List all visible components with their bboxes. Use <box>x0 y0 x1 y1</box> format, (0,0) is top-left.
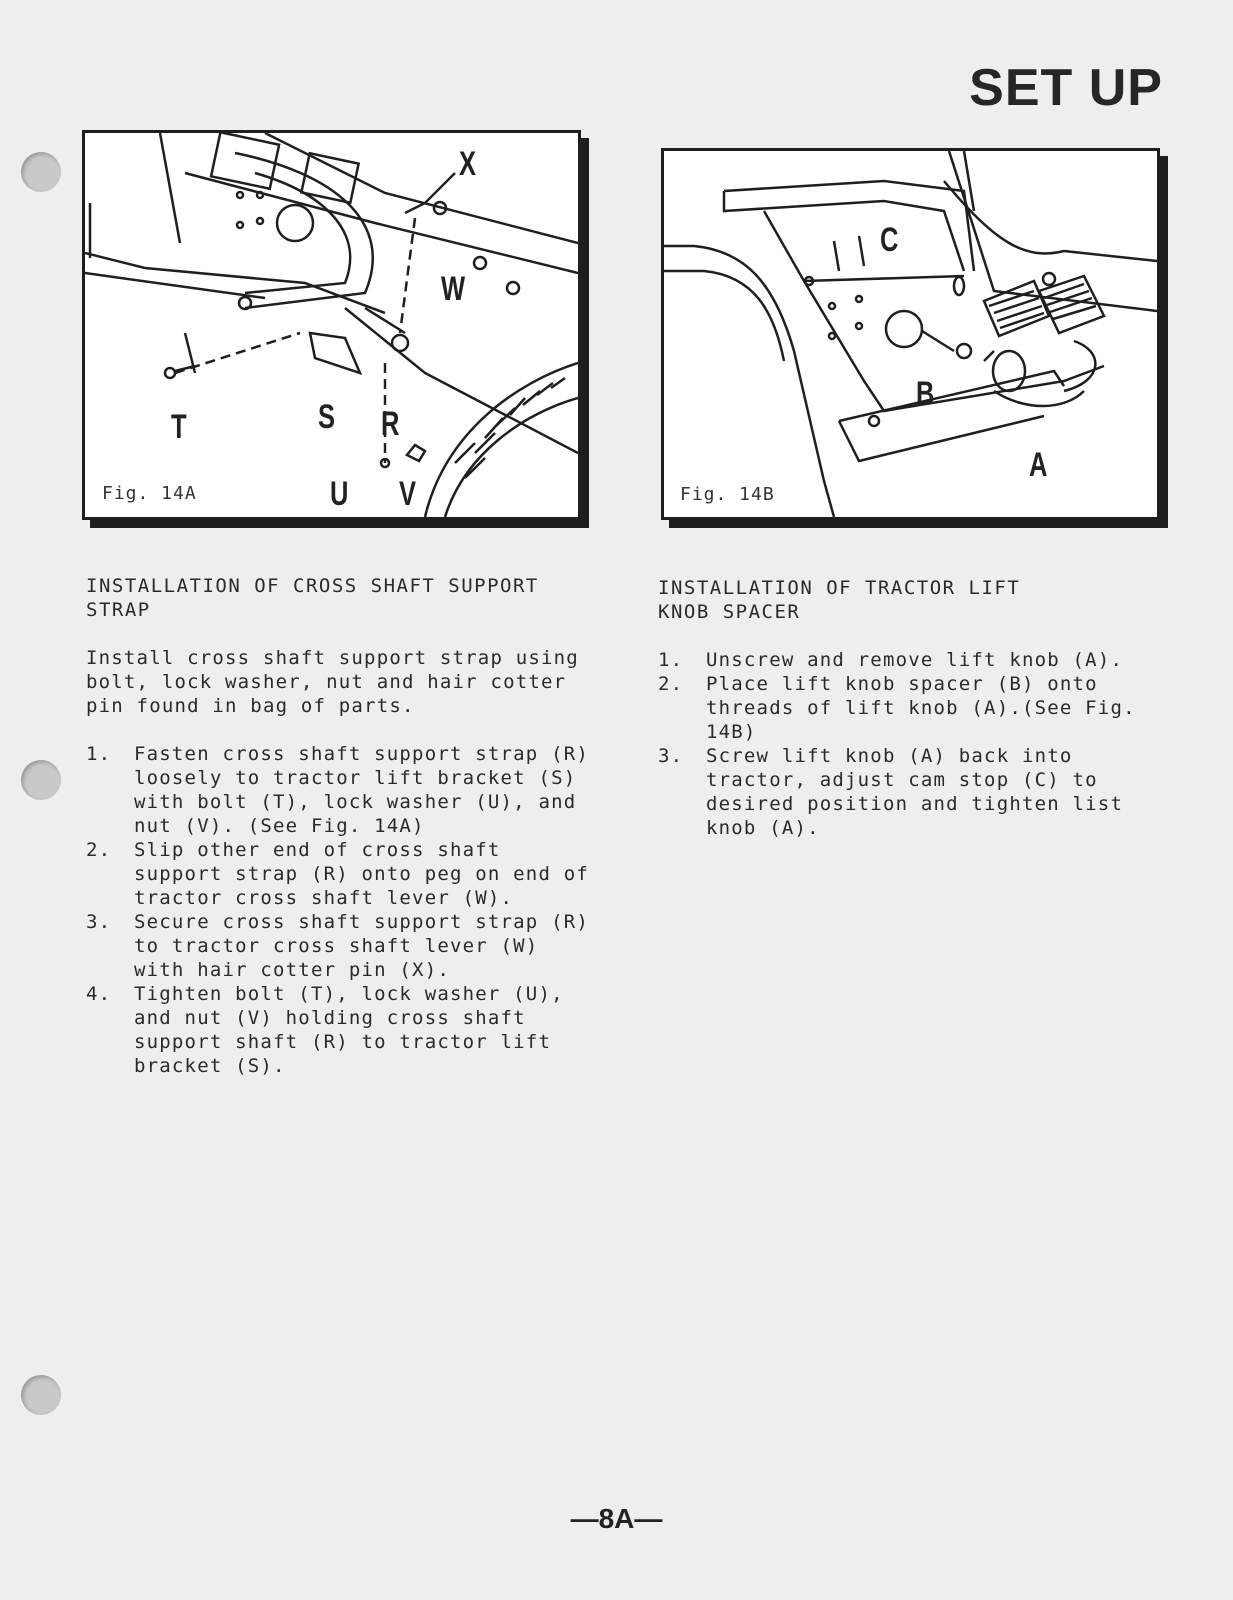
right-heading: INSTALLATION OF TRACTOR LIFT KNOB SPACER <box>658 577 1021 623</box>
page-title: SET UP <box>969 59 1163 117</box>
page-number: —8A— <box>570 1503 663 1534</box>
label-c: C <box>880 221 899 259</box>
binder-hole-middle <box>21 760 61 800</box>
list-item: 1. Fasten cross shaft support strap (R) loosely to tractor lift bracket (S) with bolt (T), lock washer (U), and nut (V). (See Fig. 14A) <box>86 743 590 837</box>
label-x: X <box>459 145 477 183</box>
label-t: T <box>171 408 187 446</box>
list-item: 2. Place lift knob spacer (B) onto threads of lift knob (A).(See Fig. 14B) <box>658 673 1136 743</box>
label-b: B <box>916 375 935 413</box>
list-item: 2. Slip other end of cross shaft support strap (R) onto peg on end of tractor cross shaft lever (W). <box>86 839 590 909</box>
figure-14a-caption: Fig. 14A <box>102 483 197 504</box>
figure-14a-illustration <box>85 133 578 517</box>
binder-hole-bottom <box>21 1375 61 1415</box>
label-r: R <box>381 405 400 443</box>
figure-14b-caption: Fig. 14B <box>680 484 775 505</box>
right-column <box>658 576 1178 840</box>
label-a: A <box>1029 446 1048 484</box>
figure-14a <box>82 130 581 520</box>
list-item: 1. Unscrew and remove lift knob (A). <box>658 649 1124 671</box>
right-steps <box>658 648 1178 840</box>
label-w: W <box>441 270 466 308</box>
list-item: 4. Tighten bolt (T), lock washer (U), and nut (V) holding cross shaft support shaft (R) to tractor lift bracket (S). <box>86 983 564 1077</box>
list-item: 3. Screw lift knob (A) back into tractor, adjust cam stop (C) to desired position and tighten list knob (A). <box>658 745 1124 839</box>
left-column <box>86 574 601 1078</box>
left-heading: INSTALLATION OF CROSS SHAFT SUPPORT STRAP <box>86 575 539 621</box>
figure-14b <box>661 148 1160 520</box>
figure-14b-illustration <box>664 151 1157 517</box>
label-v: V <box>399 475 417 513</box>
binder-hole-top <box>21 152 61 192</box>
left-steps <box>86 742 601 1078</box>
left-intro: Install cross shaft support strap using bolt, lock washer, nut and hair cotter pin found in bag of parts. <box>86 647 579 717</box>
list-item: 3. Secure cross shaft support strap (R) to tractor cross shaft lever (W) with hair cotter pin (X). <box>86 911 590 981</box>
label-u: U <box>330 475 349 513</box>
label-s: S <box>318 398 336 436</box>
